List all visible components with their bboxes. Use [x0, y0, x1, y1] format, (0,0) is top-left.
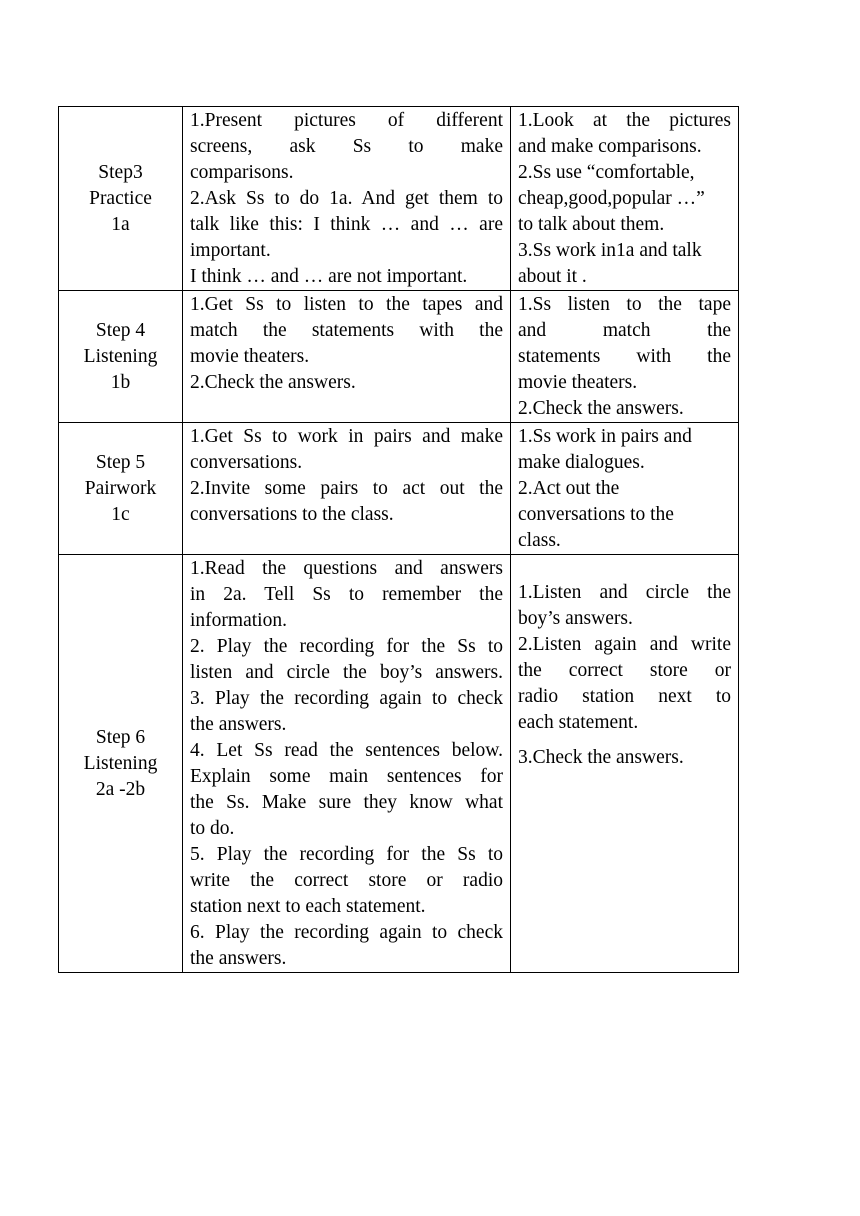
step-title: Step 4 [95, 320, 146, 341]
teacher-line: 2.Invite some pairs to act out the [190, 478, 503, 499]
student-line: and match the [518, 320, 731, 341]
student-activity-cell [511, 423, 739, 555]
step-activity: Listening [83, 346, 158, 367]
step-cell [59, 291, 183, 423]
teacher-activity-cell [183, 555, 511, 973]
teacher-activity-cell [183, 423, 511, 555]
student-line: statements with the [518, 346, 731, 367]
lesson-plan-table [58, 106, 739, 973]
student-line: movie theaters. [518, 372, 638, 393]
step-cell [59, 107, 183, 291]
teacher-line: 2.Check the answers. [190, 372, 356, 393]
teacher-line: match the statements with the [190, 320, 503, 341]
teacher-line: 1.Get Ss to work in pairs and make [190, 426, 503, 447]
table-row [59, 555, 739, 973]
teacher-line: 5. Play the recording for the Ss to [190, 844, 503, 865]
step-section: 1c [111, 504, 130, 525]
teacher-line: conversations. [190, 452, 303, 473]
teacher-line: conversations to the class. [190, 504, 394, 525]
teacher-line: station next to each statement. [190, 896, 426, 917]
student-line: 2.Act out the [518, 478, 620, 499]
teacher-line: screens, ask Ss to make [190, 136, 503, 157]
table-row [59, 423, 739, 555]
student-line: each statement. [518, 712, 639, 733]
student-line: to talk about them. [518, 214, 665, 235]
student-activity-cell [511, 291, 739, 423]
student-line: 2.Check the answers. [518, 398, 684, 419]
student-line: the correct store or [518, 660, 731, 681]
teacher-line: 1.Get Ss to listen to the tapes and [190, 294, 503, 315]
student-activity-block [518, 556, 731, 771]
teacher-activity-cell [183, 291, 511, 423]
student-line: 1.Look at the pictures [518, 110, 731, 131]
student-line: 1.Ss listen to the tape [518, 294, 731, 315]
teacher-line: talk like this: I think … and … are [190, 214, 503, 235]
step-title: Step 5 [95, 452, 146, 473]
step-title: Step3 [98, 162, 143, 183]
student-line: and make comparisons. [518, 136, 702, 157]
table-row [59, 107, 739, 291]
step-cell [59, 555, 183, 973]
student-line: 2.Listen again and write [518, 634, 731, 655]
teacher-line: to do. [190, 818, 235, 839]
step-activity: Practice [89, 188, 152, 209]
step-activity: Pairwork [84, 478, 157, 499]
student-line: conversations to the [518, 504, 674, 525]
teacher-line: information. [190, 610, 287, 631]
step-title: Step 6 [95, 727, 146, 748]
student-line: make dialogues. [518, 452, 645, 473]
student-line: boy’s answers. [518, 608, 633, 629]
teacher-line: the Ss. Make sure they know what [190, 792, 503, 813]
student-line: radio station next to [518, 686, 731, 707]
step-section: 2a -2b [95, 779, 146, 800]
teacher-line: 1.Read the questions and answers [190, 558, 503, 579]
step-cell [59, 423, 183, 555]
teacher-line: important. [190, 240, 271, 261]
teacher-line: 3. Play the recording again to check [190, 688, 503, 709]
teacher-line: comparisons. [190, 162, 294, 183]
student-line: 3.Check the answers. [518, 747, 684, 768]
teacher-line: in 2a. Tell Ss to remember the [190, 584, 503, 605]
student-line: 2.Ss use “comfortable, [518, 162, 695, 183]
teacher-line: 1.Present pictures of different [190, 110, 503, 131]
student-line: cheap,good,popular …” [518, 188, 705, 209]
teacher-line: movie theaters. [190, 346, 310, 367]
teacher-line: write the correct store or radio [190, 870, 503, 891]
student-activity-cell [511, 107, 739, 291]
student-line: 3.Ss work in1a and talk [518, 240, 702, 261]
teacher-line: the answers. [190, 714, 287, 735]
student-line: class. [518, 530, 561, 551]
teacher-activity-cell [183, 107, 511, 291]
teacher-line: 2.Ask Ss to do 1a. And get them to [190, 188, 503, 209]
teacher-line: I think … and … are not important. [190, 266, 468, 287]
student-activity-cell [511, 555, 739, 973]
student-line: 1.Listen and circle the [518, 582, 731, 603]
step-activity: Listening [83, 753, 158, 774]
teacher-line: the answers. [190, 948, 287, 969]
student-line: 1.Ss work in pairs and [518, 426, 692, 447]
table-row [59, 291, 739, 423]
teacher-line: 4. Let Ss read the sentences below. [190, 740, 503, 761]
teacher-line: 6. Play the recording again to check [190, 922, 503, 943]
teacher-line: Explain some main sentences for [190, 766, 503, 787]
teacher-line: listen and circle the boy’s answers. [190, 662, 503, 683]
student-line: about it . [518, 266, 587, 287]
step-section: 1a [111, 214, 130, 235]
step-section: 1b [110, 372, 131, 393]
teacher-line: 2. Play the recording for the Ss to [190, 636, 503, 657]
